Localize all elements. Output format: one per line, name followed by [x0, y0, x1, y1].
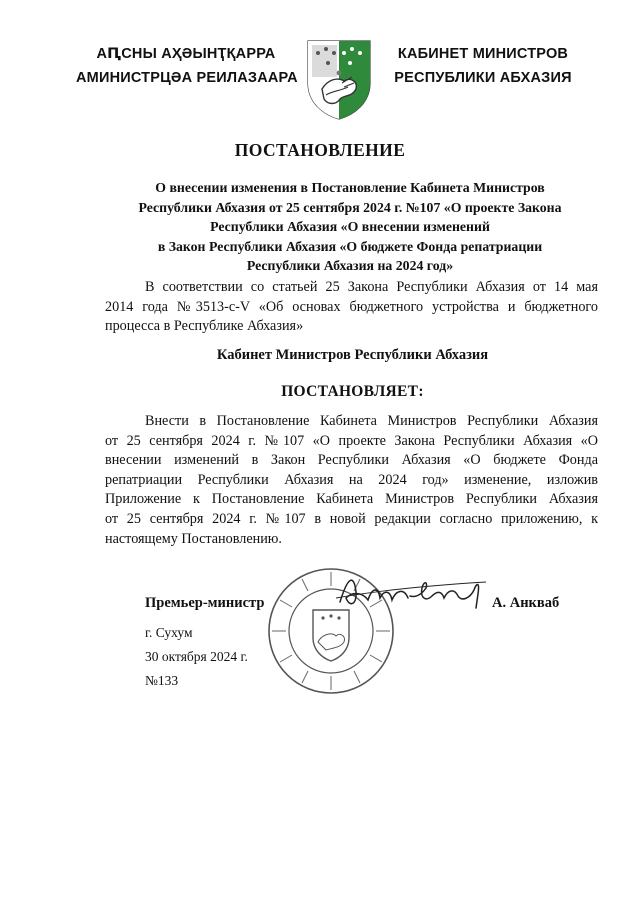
- subject-line: Республики Абхазия «О внесении изменений: [210, 219, 490, 234]
- body-line: настоящему Постановлению.: [105, 530, 282, 547]
- body-line: Внести в Постановление Кабинета Министров Республики Абхазия: [145, 413, 598, 429]
- issuing-body: Кабинет Министров Республики Абхазия: [216, 347, 489, 363]
- subject-line: в Закон Республики Абхазия «О бюджете Фонда репатриации: [157, 238, 543, 254]
- header-abkhaz-line2: АМИНИСТРЦӘА РЕИЛАЗААРА: [76, 70, 298, 86]
- document-number: №133: [145, 673, 179, 688]
- body-line: Приложение к Постановление Кабинета Министров Республики Абхазия: [105, 491, 598, 508]
- header-russian-line1: КАБИНЕТ МИНИСТРОВ: [397, 46, 569, 62]
- header-abkhaz: [76, 42, 296, 90]
- signatory-name: А. Анкваб: [492, 595, 560, 611]
- header-russian-line2: РЕСПУБЛИКИ АБХАЗИЯ: [394, 70, 572, 86]
- body-line: репатриации Республики Абхазия на 2024 год» изменение, изложив: [105, 471, 598, 488]
- preamble-line: В соответствии со статьей 25 Закона Республики Абхазия от 14 мая: [145, 279, 598, 295]
- preamble-line: 2014 года №3513-с-V «Об основах бюджетного устройства и бюджетного: [105, 298, 598, 315]
- document-title: ПОСТАНОВЛЕНИЕ: [234, 140, 406, 160]
- subject-line: Республики Абхазия на 2024 год»: [246, 258, 454, 273]
- signatory-position: Премьер-министр: [145, 595, 265, 611]
- subject-line: О внесении изменения в Постановление Кабинета Министров: [155, 180, 545, 195]
- body-line: от 25 сентября 2024 г. №107 «О проекте Закона Республики Абхазия «О: [105, 432, 598, 449]
- body-line: от 25 сентября 2024 г. №107 в новой редакции согласно приложению, к: [105, 510, 598, 527]
- body-paragraph: [105, 412, 598, 549]
- preamble-paragraph: [105, 278, 598, 337]
- header-abkhaz-line1: АԤСНЫ АҲӘЫНҬҚАРРА: [96, 46, 276, 62]
- resolves-heading: ПОСТАНОВЛЯЕТ:: [281, 383, 424, 400]
- abkhazia-emblem-icon: [304, 37, 374, 121]
- body-line: внесении изменений в Закон Республики Абхазия «О бюджете Фонда: [105, 452, 598, 469]
- handwritten-signature: [330, 568, 490, 620]
- subject-line: Республики Абхазия от 25 сентября 2024 г. №107 «О проекте Закона: [138, 199, 562, 215]
- header-russian: [380, 42, 586, 90]
- place-of-issue: г. Сухум: [145, 625, 193, 640]
- preamble-line: процесса в Республике Абхазия»: [105, 318, 304, 335]
- date-of-issue: 30 октября 2024 г.: [145, 649, 248, 664]
- document-subject: [100, 178, 600, 276]
